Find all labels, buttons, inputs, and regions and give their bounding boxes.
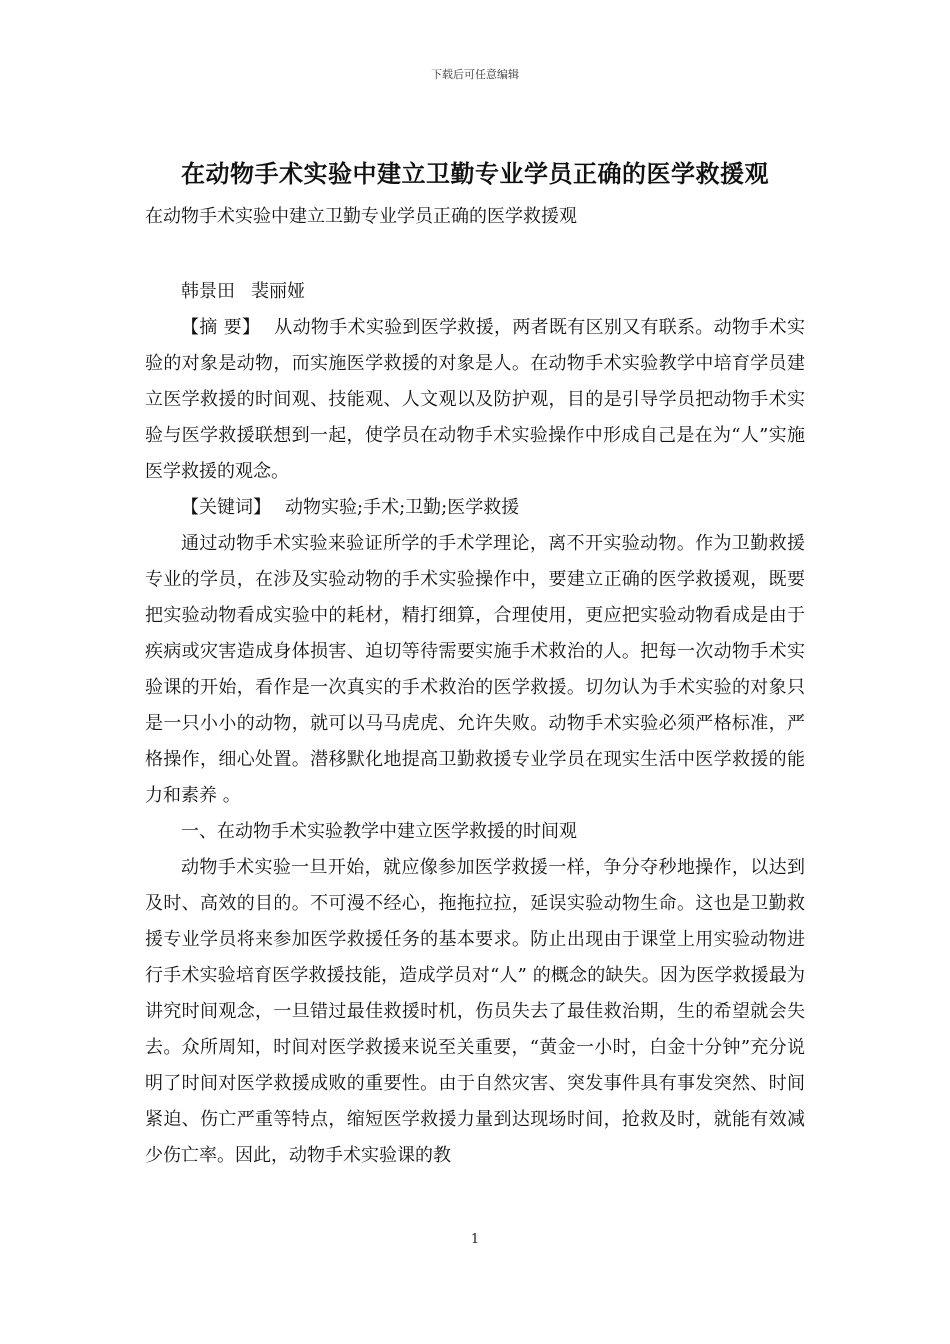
keywords-text: 动物实验;手术;卫勤;医学救援 bbox=[285, 497, 520, 518]
body-paragraph: 通过动物手术实验来验证所学的手术学理论，离不开实验动物。作为卫勤救援专业的学员，在涉及实验动物的手术实验操作中，要建立正确的医学救援观，既要把实验动物看成实验中的耗材，精打细算，合理使用，更应把实验动物看成是由于疾病或灾害造成身体损害、迫切等待需要实施手术救治的人。把每一次动物手术实验课的开始，看作是一次真实的手术救治的医学救援。切勿认为手术实验的对象只是一只小小的动物，就可以马马虎虎、允许失败。动物手术实验必须严格标准，严格操作，细心处置。潜移默化地提高卫勤救援专业学员在现实生活中医学救援的能力和素养 。 bbox=[145, 533, 805, 806]
body-paragraph: 动物手术实验一旦开始，就应像参加医学救援一样，争分夺秒地操作，以达到及时、高效的目的。不可漫不经心，拖拖拉拉，延误实验动物生命。这也是卫勤救援专业学员将来参加医学救援任务的基本要求。防止出现由于课堂上用实验动物进行手术实验培育医学救援技能，造成学员对“人” 的概念的缺失。因为医学救援最为讲究时间观念，一旦错过最佳救援时机，伤员失去了最佳救治期，生的希望就会失去。众所周知，时间对医学救援来说至关重要，“黄金一小时，白金十分钟”充分说明了时间对医学救援成败的重要性。由于自然灾害、突发事件具有事发突然、时间紧迫、伤亡严重等特点，缩短医学救援力量到达现场时间，抢救及时，就能有效减少伤亡率。因此，动物手术实验课的教 bbox=[145, 857, 805, 1166]
author-name: 韩景田 bbox=[181, 281, 235, 302]
author-line bbox=[145, 274, 805, 310]
keywords-label: 【关键词】 bbox=[181, 497, 271, 518]
abstract-label: 【摘 要】 bbox=[181, 317, 261, 338]
abstract-text: 从动物手术实验到医学救援，两者既有区别又有联系。动物手术实验的对象是动物，而实施医学救援的对象是人。在动物手术实验教学中培育学员建立医学救援的时间观、技能观、人文观以及防护观，目的是引导学员把动物手术实验与医学救援联想到一起，使学员在动物手术实验操作中形成自己是在为“人”实施医学救援的观念。 bbox=[145, 317, 805, 482]
document-title: 在动物手术实验中建立卫勤专业学员正确的医学救援观 bbox=[181, 159, 769, 188]
document-subtitle: 在动物手术实验中建立卫勤专业学员正确的医学救援观 bbox=[145, 206, 577, 227]
section-heading: 一、在动物手术实验教学中建立医学救援的时间观 bbox=[181, 821, 577, 842]
page-number: 1 bbox=[470, 1232, 480, 1247]
keywords-paragraph bbox=[145, 490, 805, 526]
document-body bbox=[145, 274, 805, 1174]
abstract-paragraph bbox=[145, 310, 805, 490]
author-name: 裴丽娅 bbox=[251, 281, 305, 302]
page-header-note: 下载后可任意编辑 bbox=[431, 68, 519, 81]
